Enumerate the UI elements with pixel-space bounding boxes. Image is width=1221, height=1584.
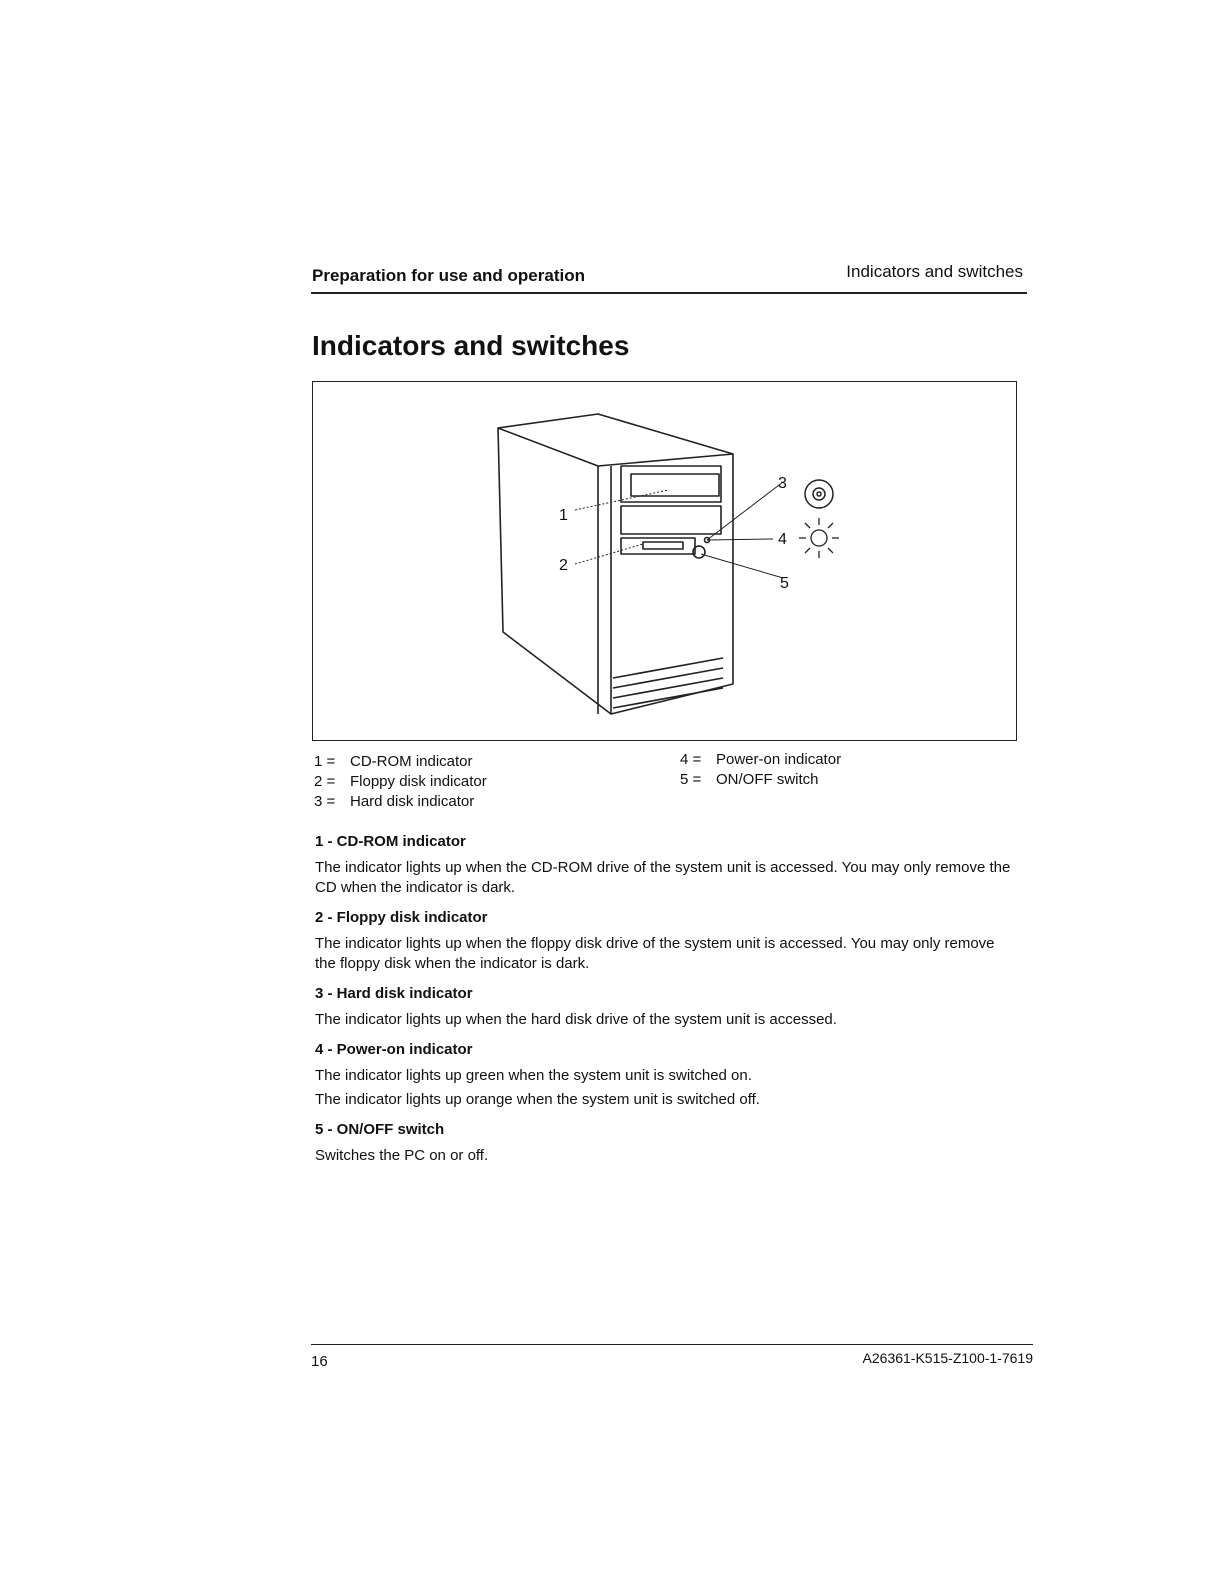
legend-number: 3 = bbox=[314, 793, 336, 810]
legend-label: CD-ROM indicator bbox=[350, 753, 473, 770]
section-cdrom bbox=[315, 832, 1015, 898]
section-paragraph: The indicator lights up when the CD-ROM drive of the system unit is accessed. You may only remove the CD when the indicator is dark. bbox=[315, 859, 1011, 896]
legend-item bbox=[314, 792, 487, 812]
callout-3: 3 bbox=[778, 475, 787, 492]
legend-item bbox=[314, 772, 487, 792]
section-paragraph: The indicator lights up green when the system unit is switched on. bbox=[315, 1067, 752, 1084]
section-heading: 5 - ON/OFF switch bbox=[315, 1121, 445, 1138]
callout-2: 2 bbox=[559, 557, 568, 574]
document-code: A26361-K515-Z100-1-7619 bbox=[862, 1350, 1033, 1366]
section-hard-disk bbox=[315, 984, 1015, 1030]
legend-label: Floppy disk indicator bbox=[350, 773, 487, 790]
section-paragraph: The indicator lights up when the floppy disk drive of the system unit is accessed. You may only remove the floppy disk when the indicator is dark. bbox=[315, 935, 995, 972]
page-number: 16 bbox=[311, 1353, 328, 1370]
callout-1: 1 bbox=[559, 507, 568, 524]
legend-label: Power-on indicator bbox=[716, 751, 842, 768]
section-paragraph: The indicator lights up when the hard disk drive of the system unit is accessed. bbox=[315, 1011, 837, 1028]
legend-right bbox=[680, 750, 841, 790]
legend-item bbox=[680, 770, 841, 790]
section-heading: 1 - CD-ROM indicator bbox=[315, 833, 466, 850]
section-on-off-switch bbox=[315, 1120, 1015, 1166]
section-heading: 4 - Power-on indicator bbox=[315, 1041, 473, 1058]
legend-number: 4 = bbox=[680, 751, 702, 768]
running-header bbox=[311, 262, 1027, 294]
legend-number: 1 = bbox=[314, 753, 336, 770]
pc-tower-illustration bbox=[313, 382, 1016, 740]
section-heading: 3 - Hard disk indicator bbox=[315, 985, 473, 1002]
legend-label: Hard disk indicator bbox=[350, 793, 475, 810]
section-paragraph: The indicator lights up orange when the system unit is switched off. bbox=[315, 1091, 760, 1108]
callout-4: 4 bbox=[778, 531, 787, 548]
page-footer bbox=[311, 1344, 1033, 1373]
legend-left bbox=[314, 752, 487, 812]
section-paragraph: Switches the PC on or off. bbox=[315, 1147, 489, 1164]
header-chapter: Preparation for use and operation bbox=[312, 266, 585, 285]
power-lamp-icon bbox=[799, 518, 839, 558]
callout-5: 5 bbox=[780, 575, 789, 592]
legend-number: 2 = bbox=[314, 773, 336, 790]
header-section: Indicators and switches bbox=[846, 262, 1023, 281]
page-title: Indicators and switches bbox=[312, 330, 630, 361]
section-heading: 2 - Floppy disk indicator bbox=[315, 909, 488, 926]
section-floppy bbox=[315, 908, 1015, 974]
legend-number: 5 = bbox=[680, 771, 702, 788]
section-power-on bbox=[315, 1040, 1015, 1110]
figure-frame bbox=[312, 381, 1017, 741]
description-sections bbox=[315, 832, 1015, 1176]
legend-item bbox=[680, 750, 841, 770]
legend-label: ON/OFF switch bbox=[716, 771, 819, 788]
hard-disk-icon bbox=[805, 480, 833, 508]
legend-item bbox=[314, 752, 487, 772]
